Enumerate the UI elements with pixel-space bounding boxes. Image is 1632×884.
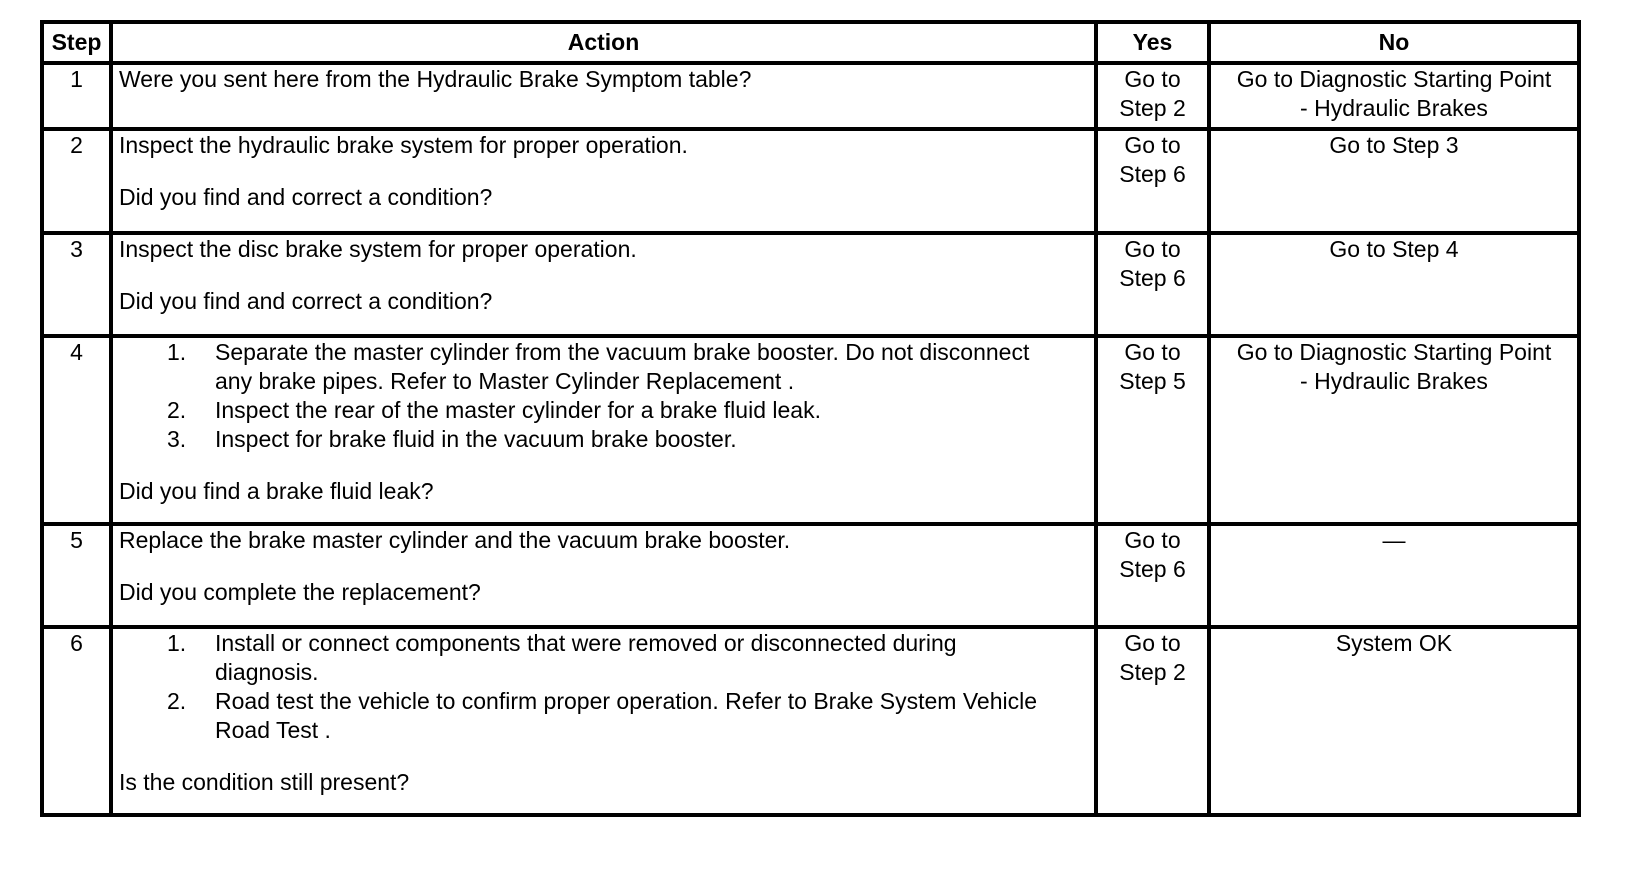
substep-text: Install or connect components that were removed or disconnected during diagnosis.	[215, 630, 957, 685]
substep-text: Separate the master cylinder from the vacuum brake booster. Do not disconnect any brake pipes. Refer to Master Cylinder Replacement .	[215, 339, 1030, 394]
substep-text: Road test the vehicle to confirm proper operation. Refer to Brake System Vehicle Road Test .	[215, 688, 1038, 743]
substep-item	[119, 629, 1088, 687]
yes-cell	[1096, 129, 1209, 233]
step-number: 3	[42, 233, 111, 336]
substep-item	[119, 338, 1088, 396]
action-question: Did you complete the replacement?	[119, 579, 481, 605]
substep-number: 1.	[167, 339, 187, 365]
no-line: Go to Diagnostic Starting Point	[1236, 66, 1552, 92]
no-cell	[1209, 233, 1579, 336]
action-question: Did you find and correct a condition?	[119, 288, 493, 314]
substep-item	[119, 425, 1088, 454]
table-row	[42, 129, 1579, 233]
no-line: System OK	[1335, 630, 1453, 656]
substep-item	[119, 687, 1088, 745]
header-no: No	[1209, 22, 1579, 63]
header-step: Step	[42, 22, 111, 63]
yes-cell	[1096, 336, 1209, 524]
yes-line: Step 2	[1119, 95, 1186, 121]
diagnostic-table	[40, 20, 1581, 817]
yes-line: Go to	[1124, 66, 1181, 92]
action-instruction: Inspect the hydraulic brake system for proper operation.	[119, 132, 688, 158]
yes-line: Step 5	[1119, 368, 1186, 394]
step-number: 4	[42, 336, 111, 524]
yes-cell	[1096, 233, 1209, 336]
table-row	[42, 336, 1579, 524]
table-body	[42, 63, 1579, 815]
substep-list	[119, 629, 1088, 745]
yes-line: Go to	[1124, 132, 1181, 158]
substep-number: 2.	[167, 688, 187, 714]
table-row	[42, 233, 1579, 336]
header-yes: Yes	[1096, 22, 1209, 63]
action-question: Did you find a brake fluid leak?	[119, 478, 434, 504]
yes-cell	[1096, 63, 1209, 129]
yes-line: Step 6	[1119, 265, 1186, 291]
step-number: 1	[42, 63, 111, 129]
substep-number: 1.	[167, 630, 187, 656]
action-question: Did you find and correct a condition?	[119, 184, 493, 210]
action-cell	[111, 63, 1096, 129]
no-cell	[1209, 129, 1579, 233]
step-number: 5	[42, 524, 111, 627]
action-cell	[111, 233, 1096, 336]
table-row	[42, 63, 1579, 129]
yes-line: Step 2	[1119, 659, 1186, 685]
substep-list	[119, 338, 1088, 454]
yes-line: Go to	[1124, 236, 1181, 262]
action-cell	[111, 129, 1096, 233]
action-question: Is the condition still present?	[119, 769, 410, 795]
step-number: 2	[42, 129, 111, 233]
no-cell	[1209, 524, 1579, 627]
no-line: - Hydraulic Brakes	[1300, 95, 1488, 121]
yes-line: Go to	[1124, 339, 1181, 365]
no-line: - Hydraulic Brakes	[1300, 368, 1488, 394]
yes-line: Step 6	[1119, 161, 1186, 187]
yes-cell	[1096, 524, 1209, 627]
action-question: Were you sent here from the Hydraulic Brake Symptom table?	[119, 66, 752, 92]
table-row	[42, 524, 1579, 627]
table-row	[42, 627, 1579, 815]
action-instruction: Replace the brake master cylinder and the vacuum brake booster.	[119, 527, 791, 553]
action-cell	[111, 627, 1096, 815]
header-action: Action	[111, 22, 1096, 63]
yes-line: Step 6	[1119, 556, 1186, 582]
no-line: Go to Step 4	[1329, 236, 1459, 262]
action-instruction: Inspect the disc brake system for proper operation.	[119, 236, 637, 262]
substep-text: Inspect the rear of the master cylinder for a brake fluid leak.	[215, 397, 821, 423]
yes-cell	[1096, 627, 1209, 815]
no-line: Go to Step 3	[1329, 132, 1459, 158]
substep-item	[119, 396, 1088, 425]
action-cell	[111, 336, 1096, 524]
substep-number: 2.	[167, 397, 187, 423]
yes-line: Go to	[1124, 630, 1181, 656]
no-cell	[1209, 627, 1579, 815]
action-cell	[111, 524, 1096, 627]
no-line: Go to Diagnostic Starting Point	[1236, 339, 1552, 365]
substep-number: 3.	[167, 426, 187, 452]
no-cell	[1209, 63, 1579, 129]
no-cell	[1209, 336, 1579, 524]
no-dash: —	[1382, 527, 1406, 553]
header-row	[42, 22, 1579, 63]
substep-text: Inspect for brake fluid in the vacuum brake booster.	[215, 426, 737, 452]
step-number: 6	[42, 627, 111, 815]
yes-line: Go to	[1124, 527, 1181, 553]
